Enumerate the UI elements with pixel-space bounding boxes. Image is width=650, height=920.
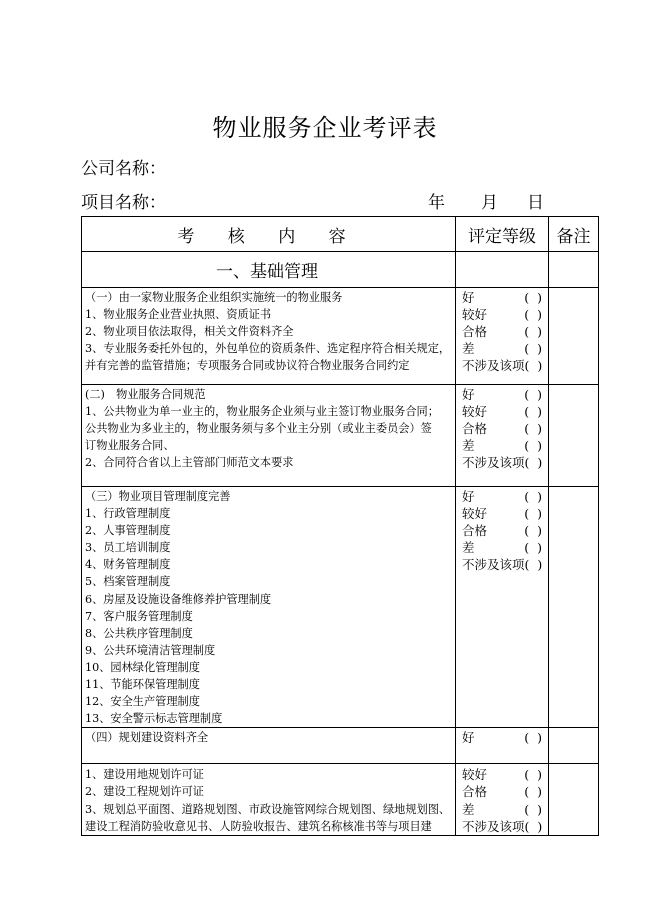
grade-option[interactable] <box>462 539 544 556</box>
project-name-label: 项目名称： <box>81 193 166 213</box>
content-line: 1、行政管理制度 <box>85 507 171 521</box>
remarks-cell[interactable] <box>549 288 599 385</box>
grade-checkbox[interactable]: ( ) <box>524 523 544 539</box>
section-remarks-cell <box>549 252 599 288</box>
grade-checkbox[interactable]: ( ) <box>524 801 544 817</box>
content-line: 6、房屋及设施设备维修养护管理制度 <box>85 592 272 606</box>
content-line: 3、专业服务委托外包的，外包单位的资质条件、选定程序符合相关规定， <box>85 342 451 356</box>
table-row <box>82 764 599 835</box>
grade-option-label: 好 <box>462 730 475 746</box>
grade-option-label: 好 <box>462 387 475 402</box>
grade-checkbox[interactable]: ( ) <box>524 489 544 504</box>
content-line: 3、员工培训制度 <box>85 541 171 555</box>
form-title: 物业服务企业考评表 <box>212 114 438 142</box>
table-header-row <box>82 217 599 252</box>
grade-option-label: 合格 <box>462 421 488 437</box>
grade-option[interactable] <box>462 340 544 357</box>
grade-option[interactable] <box>462 488 544 505</box>
grade-option[interactable] <box>462 801 544 818</box>
content-cell <box>82 764 456 835</box>
date-month-label: 月 <box>481 193 498 213</box>
grade-option-label: 合格 <box>462 324 488 340</box>
grade-option-label: 合格 <box>462 784 488 800</box>
grade-option[interactable] <box>462 437 544 454</box>
grade-checkbox[interactable]: ( ) <box>524 324 544 340</box>
content-line: (二) 物业服务合同规范 <box>85 388 206 401</box>
grade-option-label: 好 <box>462 290 475 305</box>
grade-option-label: 好 <box>462 489 475 504</box>
grade-option-label: 较好 <box>462 307 488 323</box>
table-row <box>82 385 599 487</box>
remarks-cell[interactable] <box>549 728 599 764</box>
content-line: 订物业服务合同、 <box>85 439 175 453</box>
grade-option-label: 较好 <box>462 404 488 420</box>
grade-cell[interactable] <box>456 385 549 487</box>
content-line: 2、物业项目依法取得，相关文件资料齐全 <box>85 325 294 339</box>
content-cell <box>82 288 456 385</box>
header-content: 考 核 内 容 <box>82 217 456 252</box>
table-row <box>82 487 599 728</box>
grade-option[interactable] <box>462 403 544 420</box>
content-line: 5、档案管理制度 <box>85 575 171 589</box>
grade-checkbox[interactable]: ( ) <box>524 557 545 573</box>
grade-option-label: 不涉及该项 <box>462 818 525 834</box>
grade-option[interactable] <box>462 556 544 573</box>
grade-option-label: 不涉及该项 <box>462 557 525 573</box>
content-line: （三）物业项目管理制度完善 <box>85 490 231 503</box>
grade-option-label: 合格 <box>462 523 488 539</box>
content-line: 2、建设工程规划许可证 <box>85 785 204 799</box>
content-line: 13、安全警示标志管理制度 <box>85 712 223 726</box>
content-line: （一）由一家物业服务企业组织实施统一的物业服务 <box>85 291 343 304</box>
grade-cell[interactable] <box>456 764 549 835</box>
grade-cell[interactable] <box>456 728 549 764</box>
grade-option-label: 较好 <box>462 506 488 522</box>
remarks-cell[interactable] <box>549 764 599 835</box>
content-line: 7、客户服务管理制度 <box>85 609 193 623</box>
grade-option-label: 差 <box>462 540 475 556</box>
date-day-label: 日 <box>527 193 544 213</box>
table-row <box>82 728 599 764</box>
grade-option[interactable] <box>462 522 544 539</box>
grade-checkbox[interactable]: ( ) <box>524 784 544 800</box>
grade-option[interactable] <box>462 766 544 783</box>
grade-option-label: 差 <box>462 341 475 357</box>
company-name-label: 公司名称： <box>81 159 166 179</box>
date-year-label: 年 <box>428 193 445 213</box>
grade-cell[interactable] <box>456 487 549 728</box>
grade-option[interactable] <box>462 818 544 835</box>
content-cell <box>82 728 456 764</box>
grade-option-label: 不涉及该项 <box>462 455 525 471</box>
grade-option[interactable] <box>462 323 544 340</box>
content-line: 1、建设用地规划许可证 <box>85 768 204 782</box>
table-row <box>82 288 599 385</box>
grade-option[interactable] <box>462 386 544 403</box>
grade-option[interactable] <box>462 357 544 374</box>
grade-checkbox[interactable]: ( ) <box>524 455 545 471</box>
grade-checkbox[interactable]: ( ) <box>524 506 544 522</box>
header-remarks: 备注 <box>549 217 599 252</box>
grade-checkbox[interactable]: ( ) <box>524 730 544 746</box>
grade-option[interactable] <box>462 505 544 522</box>
grade-option-label: 不涉及该项 <box>462 358 525 374</box>
content-line: 10、园林绿化管理制度 <box>85 660 200 674</box>
grade-option[interactable] <box>462 454 544 471</box>
evaluation-table <box>81 216 599 836</box>
grade-checkbox[interactable]: ( ) <box>524 358 545 374</box>
content-cell <box>82 385 456 487</box>
grade-option-label: 差 <box>462 801 475 817</box>
content-line: 1、物业服务企业营业执照、资质证书 <box>85 308 272 322</box>
grade-option-label: 较好 <box>462 767 488 783</box>
grade-checkbox[interactable]: ( ) <box>524 540 544 556</box>
grade-checkbox[interactable]: ( ) <box>524 307 544 323</box>
grade-checkbox[interactable]: ( ) <box>524 438 544 454</box>
section-grade-cell <box>456 252 549 288</box>
content-line: 并有完善的监管措施；专项服务合同或协议符合物业服务合同约定 <box>85 359 410 373</box>
content-cell <box>82 487 456 728</box>
grade-checkbox[interactable]: ( ) <box>524 341 544 357</box>
header-grade: 评定等级 <box>456 217 549 252</box>
content-line: 公共物业为多业主的，物业服务须与多个业主分别（或业主委员会）签 <box>85 422 432 436</box>
content-line: （四）规划建设资料齐全 <box>85 731 209 745</box>
grade-cell[interactable] <box>456 288 549 385</box>
content-line: 8、公共秩序管理制度 <box>85 626 193 640</box>
remarks-cell[interactable] <box>549 385 599 487</box>
section-row <box>82 252 599 288</box>
grade-option[interactable] <box>462 729 544 746</box>
grade-checkbox[interactable]: ( ) <box>524 421 544 437</box>
content-line: 11、节能环保管理制度 <box>85 678 200 692</box>
content-line: 1、公共物业为单一业主的，物业服务企业须与业主签订物业服务合同； <box>85 405 439 419</box>
content-line: 建设工程消防验收意见书、人防验收报告、建筑名称核准书等与项目建 <box>85 819 432 833</box>
grade-checkbox[interactable]: ( ) <box>524 290 544 305</box>
content-line: 2、合同符合省以上主管部门师范文本要求 <box>85 456 294 470</box>
grade-option[interactable] <box>462 783 544 800</box>
grade-option[interactable] <box>462 289 544 306</box>
section-title: 一、基础管理 <box>216 262 318 282</box>
grade-option-label: 差 <box>462 438 475 454</box>
grade-option[interactable] <box>462 306 544 323</box>
grade-checkbox[interactable]: ( ) <box>524 767 544 783</box>
remarks-cell[interactable] <box>549 487 599 728</box>
grade-checkbox[interactable]: ( ) <box>524 404 544 420</box>
grade-option[interactable] <box>462 420 544 437</box>
grade-checkbox[interactable]: ( ) <box>524 818 545 834</box>
content-line: 9、公共环境清洁管理制度 <box>85 643 216 657</box>
content-line: 3、规划总平面图、道路规划图、市政设施管网综合规划图、绿地规划图、 <box>85 802 451 816</box>
content-line: 12、安全生产管理制度 <box>85 695 200 709</box>
content-line: 4、财务管理制度 <box>85 558 171 572</box>
content-line: 2、人事管理制度 <box>85 524 171 538</box>
grade-checkbox[interactable]: ( ) <box>524 387 544 402</box>
